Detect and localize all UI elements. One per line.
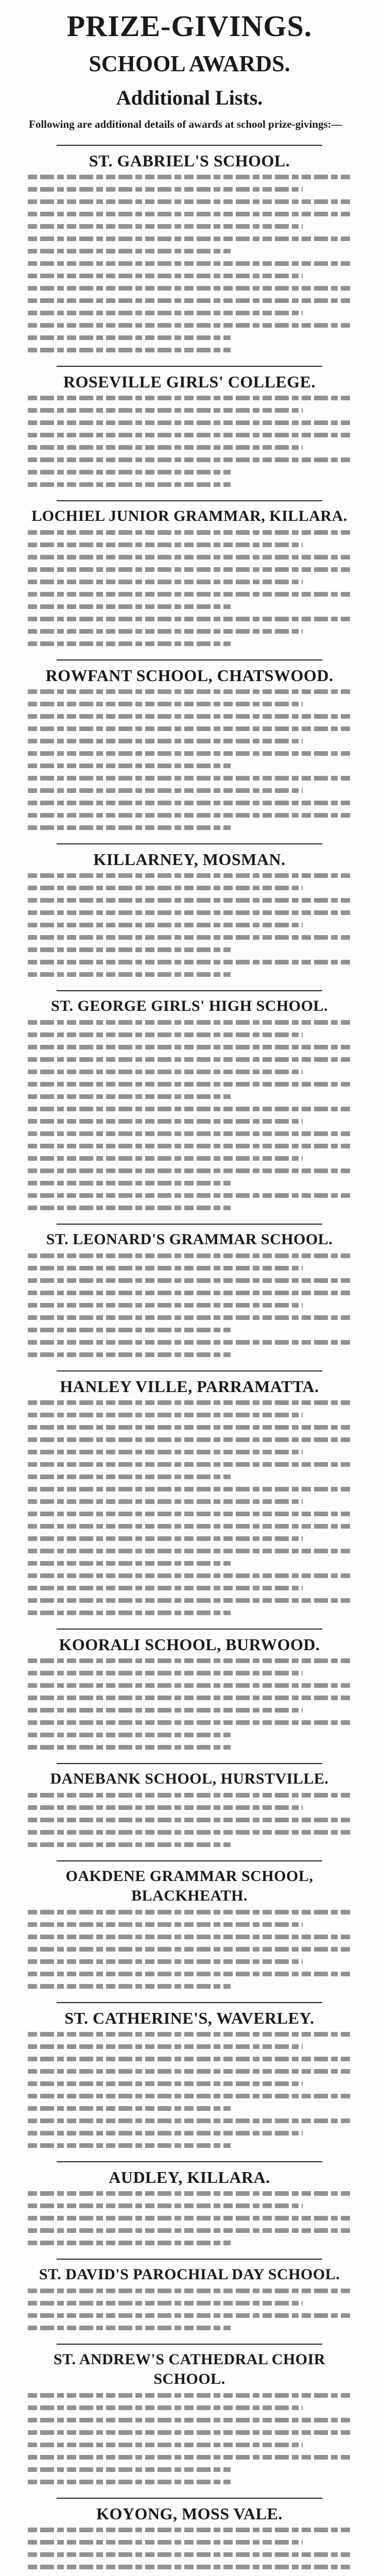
- text-line: [28, 898, 351, 903]
- school-heading: ST. GABRIEL'S SCHOOL.: [89, 151, 290, 170]
- text-line: [28, 1400, 351, 1405]
- school-section: [26, 1224, 353, 1357]
- text-line: [28, 2393, 351, 2398]
- text-line: [28, 2044, 303, 2049]
- text-line: [28, 396, 351, 400]
- text-line: [28, 1683, 351, 1688]
- text-line: [28, 1805, 303, 1810]
- text-line: [28, 2143, 231, 2148]
- text-line: [28, 1131, 351, 1136]
- text-line: [28, 1658, 351, 1663]
- school-heading: ST. CATHERINE'S, WAVERLEY.: [64, 2009, 315, 2027]
- text-line: [28, 1352, 231, 1357]
- text-line: [28, 972, 231, 977]
- text-line: [28, 543, 303, 547]
- text-line: [28, 2204, 303, 2208]
- text-line: [28, 2418, 351, 2422]
- school-section: [26, 2344, 353, 2484]
- section-divider: [57, 2259, 322, 2260]
- text-line: [28, 1045, 351, 1049]
- text-line: [28, 1413, 303, 1417]
- text-line: [28, 1586, 303, 1590]
- text-line: [28, 2405, 303, 2410]
- text-line: [28, 1057, 351, 1062]
- text-line: [28, 923, 303, 927]
- text-line: [28, 1671, 303, 1675]
- text-line: [28, 2528, 351, 2532]
- section-divider: [57, 659, 322, 660]
- text-line: [28, 873, 351, 878]
- school-section: [26, 500, 353, 646]
- text-line: [28, 947, 231, 952]
- section-divider: [57, 843, 322, 844]
- text-line: [28, 2467, 231, 2472]
- text-line: [28, 2106, 231, 2111]
- text-line: [28, 1315, 351, 1320]
- school-heading: ST. GEORGE GIRLS' HIGH SCHOOL.: [51, 997, 328, 1014]
- section-divider: [57, 1224, 322, 1225]
- text-line: [28, 457, 351, 462]
- text-line: [28, 1119, 303, 1124]
- prize-list-text: [26, 2393, 353, 2484]
- text-line: [28, 1536, 303, 1541]
- prize-list-text: [26, 1400, 353, 1615]
- masthead: [26, 0, 353, 110]
- text-line: [28, 1206, 231, 1210]
- school-section: [26, 2002, 353, 2148]
- school-sections: [26, 145, 353, 2576]
- text-line: [28, 1935, 351, 1939]
- text-line: [28, 2119, 351, 2123]
- text-line: [28, 1253, 351, 1258]
- school-heading: OAKDENE GRAMMAR SCHOOL, BLACKHEATH.: [65, 1868, 314, 1904]
- school-heading: KOORALI SCHOOL, BURWOOD.: [59, 1635, 320, 1654]
- text-line: [28, 726, 351, 731]
- text-line: [28, 1020, 351, 1025]
- text-line: [28, 739, 303, 743]
- text-line: [28, 1032, 303, 1037]
- prize-list-text: [26, 873, 353, 977]
- school-heading: KILLARNEY, MOSMAN.: [93, 850, 286, 869]
- text-line: [28, 2313, 351, 2318]
- prize-list-text: [26, 2032, 353, 2148]
- text-line: [28, 1720, 351, 1725]
- text-line: [28, 1598, 351, 1603]
- text-line: [28, 2094, 351, 2098]
- text-line: [28, 1947, 351, 1952]
- school-heading: HANLEY VILLE, PARRAMATTA.: [60, 1377, 319, 1396]
- text-line: [28, 187, 303, 192]
- school-heading: KOYONG, MOSS VALE.: [96, 2504, 283, 2523]
- text-line: [28, 764, 231, 768]
- text-line: [28, 408, 303, 413]
- section-divider: [57, 2498, 322, 2499]
- text-line: [28, 555, 351, 560]
- text-line: [28, 714, 351, 719]
- text-line: [28, 2069, 351, 2074]
- text-line: [28, 1524, 351, 1529]
- text-line: [28, 776, 351, 781]
- text-line: [28, 175, 351, 179]
- text-line: [28, 2191, 351, 2196]
- prize-list-text: [26, 1253, 353, 1357]
- text-line: [28, 1291, 351, 1295]
- school-section: [26, 1629, 353, 1750]
- school-heading: ST. LEONARD'S GRAMMAR SCHOOL.: [46, 1231, 333, 1248]
- section-divider: [57, 1629, 322, 1630]
- text-line: [28, 2081, 303, 2086]
- school-section: [26, 659, 353, 830]
- text-line: [28, 1487, 351, 1492]
- prize-list-text: [26, 1020, 353, 1210]
- text-line: [28, 1830, 351, 1835]
- text-line: [28, 935, 351, 940]
- text-line: [28, 1818, 351, 1822]
- section-divider: [57, 990, 322, 991]
- school-heading: LOCHIEL JUNIOR GRAMMAR, KILLARA.: [31, 507, 347, 524]
- text-line: [28, 1910, 351, 1914]
- text-line: [28, 1278, 351, 1283]
- text-line: [28, 1070, 303, 1074]
- prize-list-text: [26, 689, 353, 830]
- text-line: [28, 1499, 303, 1504]
- text-line: [28, 1181, 231, 1185]
- text-line: [28, 286, 351, 291]
- text-line: [28, 1437, 351, 1442]
- text-line: [28, 2430, 351, 2435]
- text-line: [28, 2216, 351, 2221]
- prize-list-text: [26, 2528, 353, 2576]
- school-section: [26, 990, 353, 1210]
- subhead: SCHOOL AWARDS.: [89, 51, 290, 76]
- prize-list-text: [26, 2191, 353, 2245]
- section-divider: [57, 1860, 322, 1861]
- text-line: [28, 212, 351, 216]
- text-line: [28, 1512, 351, 1516]
- prize-list-text: [26, 2289, 353, 2330]
- text-line: [28, 2443, 303, 2447]
- text-line: [28, 1708, 303, 1713]
- text-line: [28, 801, 351, 805]
- text-line: [28, 1328, 231, 1332]
- school-heading: ST. ANDREW'S CATHEDRAL CHOIR SCHOOL.: [54, 2351, 325, 2387]
- text-line: [28, 2228, 351, 2233]
- section-divider: [57, 2344, 322, 2345]
- text-line: [28, 886, 303, 890]
- text-line: [28, 2552, 351, 2557]
- section-divider: [57, 500, 322, 501]
- headline: PRIZE-GIVINGS.: [66, 9, 312, 43]
- section-divider: [57, 2002, 322, 2003]
- school-section: [26, 2259, 353, 2330]
- text-line: [28, 813, 351, 818]
- text-line: [28, 1303, 303, 1308]
- text-line: [28, 1984, 231, 1989]
- school-section: [26, 145, 353, 352]
- text-line: [28, 470, 231, 474]
- text-line: [28, 702, 303, 706]
- prize-list-text: [26, 396, 353, 487]
- text-line: [28, 788, 303, 793]
- text-line: [28, 1972, 351, 1976]
- school-heading: ROSEVILLE GIRLS' COLLEGE.: [63, 372, 316, 391]
- text-line: [28, 1561, 231, 1566]
- text-line: [28, 224, 303, 229]
- prize-list-text: [26, 1910, 353, 1989]
- text-line: [28, 298, 351, 303]
- text-line: [28, 751, 351, 756]
- section-divider: [57, 2161, 322, 2162]
- prize-list-text: [26, 1658, 353, 1750]
- text-line: [28, 617, 351, 621]
- section-divider: [57, 1370, 322, 1371]
- school-section: [26, 1763, 353, 1847]
- text-line: [28, 261, 351, 266]
- text-line: [28, 2455, 351, 2460]
- text-line: [28, 2540, 303, 2545]
- text-line: [28, 311, 303, 315]
- prize-list-text: [26, 175, 353, 352]
- text-line: [28, 1549, 351, 1553]
- text-line: [28, 530, 351, 535]
- text-line: [28, 580, 303, 584]
- text-line: [28, 323, 351, 328]
- school-section: [26, 843, 353, 977]
- text-line: [28, 641, 231, 646]
- text-line: [28, 199, 351, 204]
- text-line: [28, 1168, 351, 1173]
- text-line: [28, 2289, 351, 2293]
- text-line: [28, 2057, 351, 2061]
- school-section: [26, 1860, 353, 1989]
- school-section: [26, 366, 353, 487]
- school-heading: ST. DAVID'S PAROCHIAL DAY SCHOOL.: [39, 2266, 340, 2283]
- section-divider: [57, 366, 322, 367]
- text-line: [28, 1094, 231, 1099]
- text-line: [28, 910, 351, 915]
- text-line: [28, 335, 231, 340]
- section-divider: [57, 1763, 322, 1764]
- text-line: [28, 2032, 351, 2037]
- text-line: [28, 2480, 231, 2484]
- text-line: [28, 482, 231, 487]
- subhead-additional-lists: Additional Lists.: [116, 86, 263, 109]
- text-line: [28, 2326, 231, 2330]
- text-line: [28, 1193, 351, 1198]
- school-section: [26, 1370, 353, 1615]
- text-line: [28, 689, 351, 694]
- text-line: [28, 274, 303, 278]
- text-line: [28, 236, 351, 241]
- text-line: [28, 348, 231, 352]
- text-line: [28, 1733, 231, 1737]
- prize-list-text: [26, 1793, 353, 1847]
- text-line: [28, 445, 303, 450]
- school-heading: ROWFANT SCHOOL, CHATSWOOD.: [45, 666, 334, 685]
- text-line: [28, 1959, 303, 1964]
- text-line: [28, 1425, 351, 1430]
- text-line: [28, 1573, 351, 1578]
- school-section: [26, 2498, 353, 2576]
- text-line: [28, 1611, 231, 1615]
- text-line: [28, 433, 351, 437]
- text-line: [28, 1793, 351, 1798]
- intro-paragraph: Following are additional details of awards at school prize-givings:—: [29, 118, 342, 130]
- text-line: [28, 1745, 231, 1750]
- text-line: [28, 2565, 351, 2569]
- text-line: [28, 825, 231, 830]
- text-line: [28, 1462, 351, 1467]
- school-section: [26, 2161, 353, 2245]
- text-line: [28, 1107, 351, 1111]
- text-line: [28, 604, 231, 609]
- text-line: [28, 1842, 231, 1847]
- text-line: [28, 420, 351, 425]
- text-line: [28, 2301, 303, 2306]
- text-line: [28, 1922, 303, 1927]
- text-line: [28, 1696, 351, 1700]
- text-line: [28, 629, 303, 634]
- text-line: [28, 1144, 351, 1148]
- text-line: [28, 1340, 351, 1345]
- text-line: [28, 2131, 303, 2136]
- school-heading: DANEBANK SCHOOL, HURSTVILLE.: [50, 1770, 329, 1787]
- text-line: [28, 1450, 303, 1454]
- text-line: [28, 1156, 303, 1161]
- section-divider: [57, 145, 322, 146]
- text-line: [28, 249, 231, 253]
- text-line: [28, 1082, 351, 1087]
- text-line: [28, 2241, 231, 2245]
- text-line: [28, 1266, 303, 1270]
- prize-list-text: [26, 530, 353, 646]
- school-heading: AUDLEY, KILLARA.: [109, 2168, 270, 2187]
- text-line: [28, 567, 351, 572]
- text-line: [28, 592, 351, 597]
- text-line: [28, 960, 351, 964]
- text-line: [28, 1475, 231, 1479]
